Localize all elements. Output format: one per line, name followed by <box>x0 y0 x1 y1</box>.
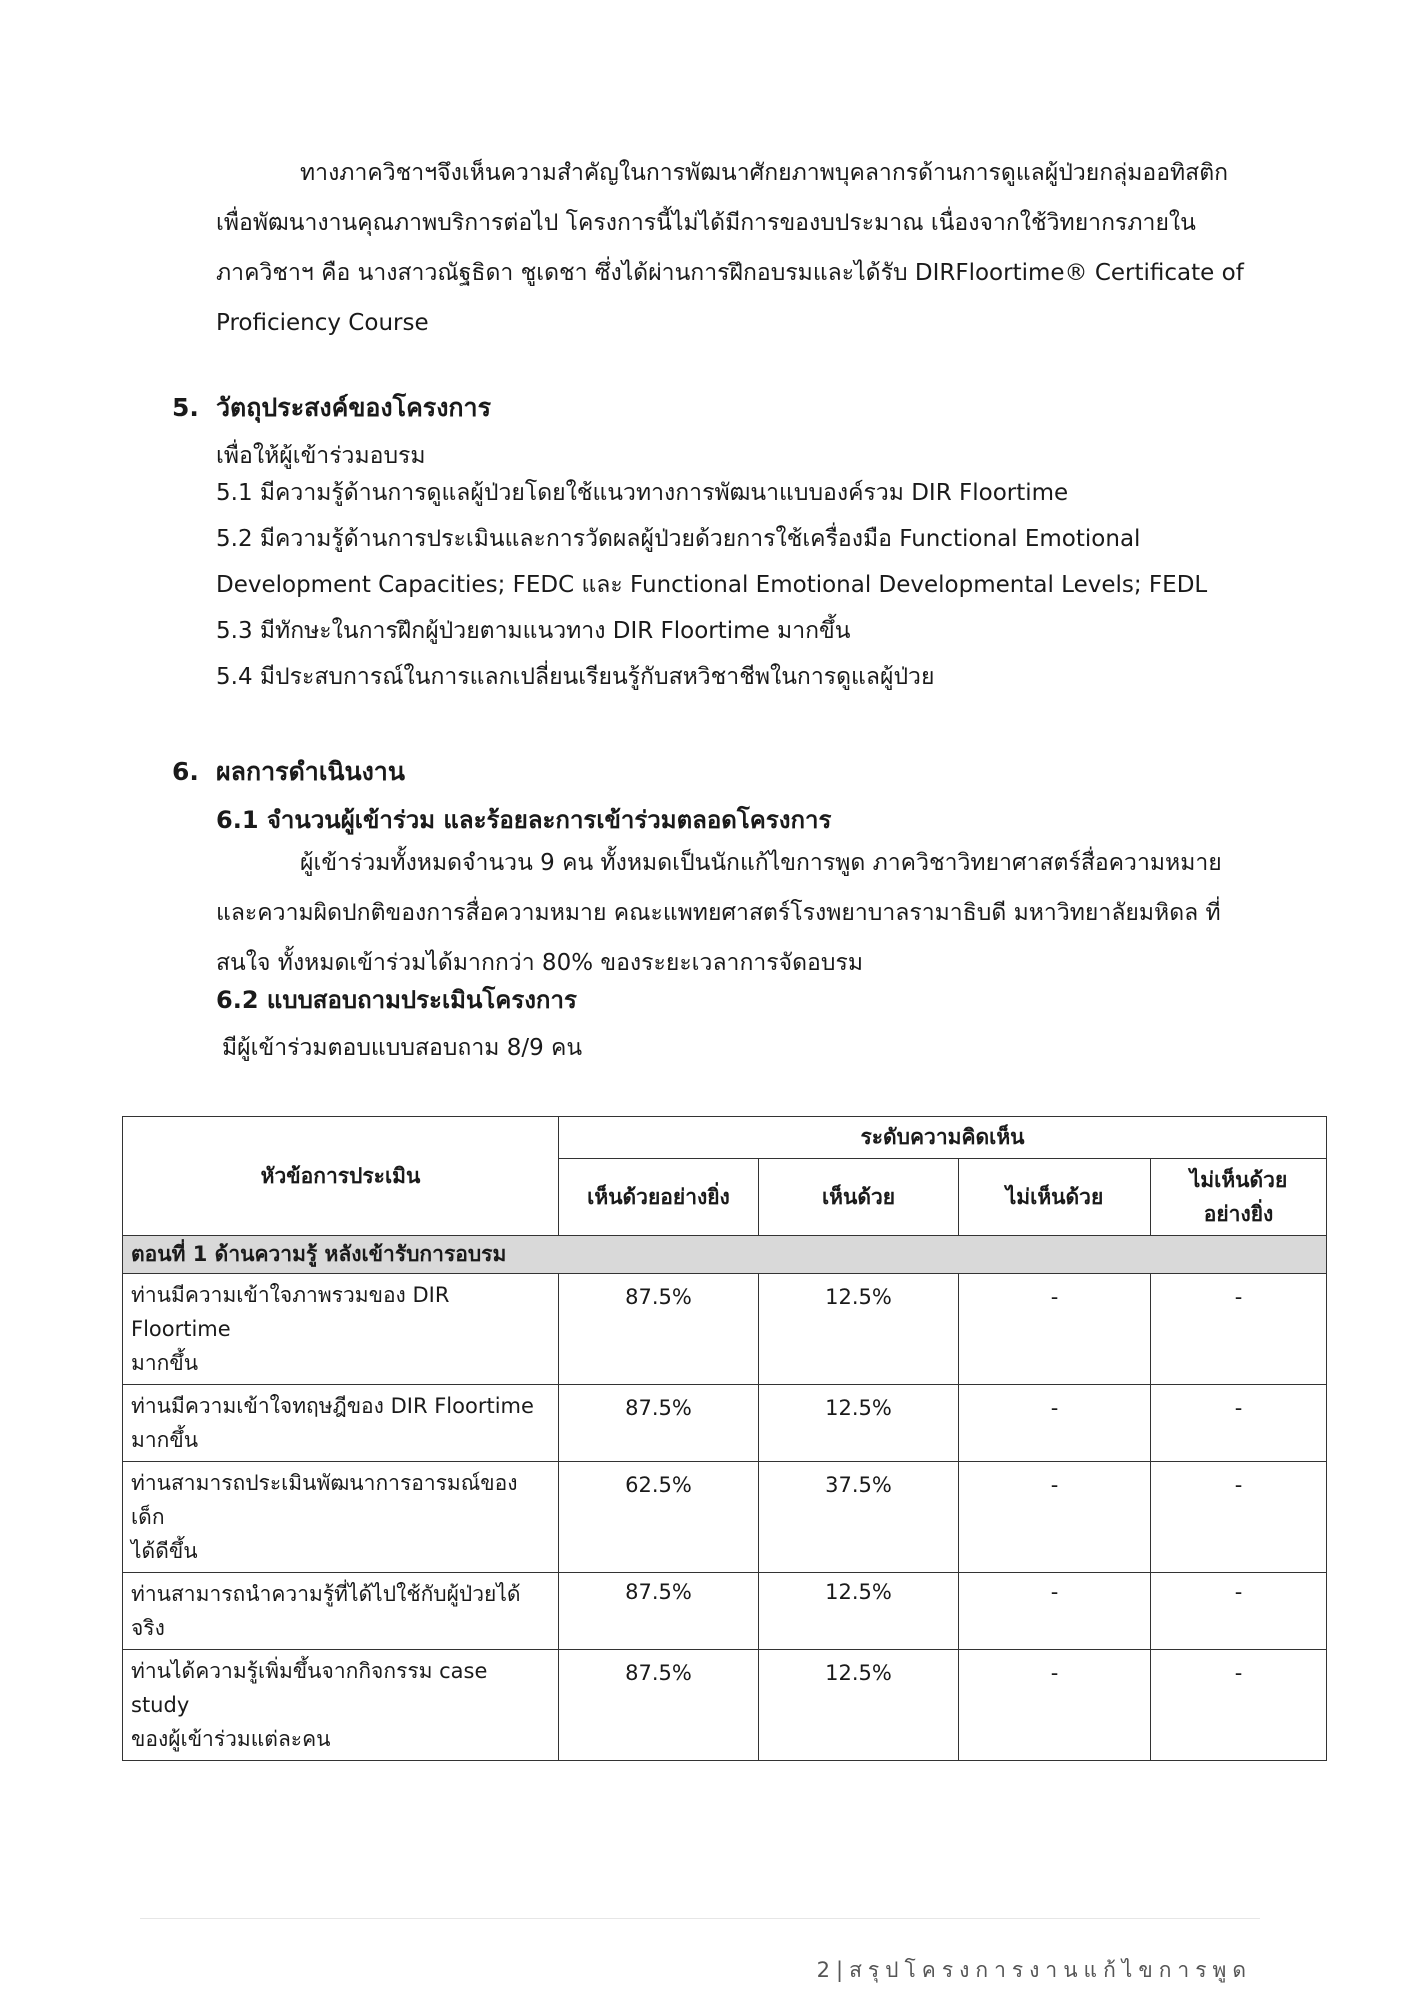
header-disagree: ไม่เห็นด้วย <box>959 1159 1151 1236</box>
question-cell: ท่านมีความเข้าใจทฤษฎีของ DIR Floortime มากขึ้น <box>123 1385 559 1462</box>
agree-value: 12.5% <box>759 1274 959 1385</box>
question-cell: ท่านได้ความรู้เพิ่มขึ้นจากกิจกรรม case study ของผู้เข้าร่วมแต่ละคน <box>123 1650 559 1761</box>
strongly-agree-value: 87.5% <box>559 1385 759 1462</box>
table-row <box>123 1274 1327 1385</box>
strongly-agree-value: 87.5% <box>559 1573 759 1650</box>
section-6-heading <box>172 752 405 792</box>
strongly-disagree-value: - <box>1151 1650 1327 1761</box>
table-row <box>123 1385 1327 1462</box>
header-opinion-level: ระดับความคิดเห็น <box>559 1117 1327 1159</box>
objective-item: 5.3 มีทักษะในการฝึกผู้ป่วยตามแนวทาง DIR Floortime มากขึ้น <box>216 618 851 644</box>
section-5-lead: เพื่อให้ผู้เข้าร่วมอบรม <box>216 443 426 469</box>
header-strongly-disagree: ไม่เห็นด้วย อย่างยิ่ง <box>1151 1159 1327 1236</box>
objective-item: 5.4 มีประสบการณ์ในการแลกเปลี่ยนเรียนรู้กับสหวิชาชีพในการดูแลผู้ป่วย <box>216 664 935 690</box>
intro-line-1: ทางภาควิชาฯจึงเห็นความสำคัญในการพัฒนาศักยภาพบุคลากรด้านการดูแลผู้ป่วยกลุ่มออทิสติก <box>300 160 1229 186</box>
objective-item-continued: Development Capacities; FEDC และ Functional Emotional Developmental Levels; FEDL <box>216 572 1208 598</box>
table-row <box>123 1650 1327 1761</box>
disagree-value: - <box>959 1462 1151 1573</box>
participants-line-3: สนใจ ทั้งหมดเข้าร่วมได้มากกว่า 80% ของระยะเวลาการจัดอบรม <box>216 950 863 976</box>
strongly-disagree-value: - <box>1151 1462 1327 1573</box>
intro-line-4: Proficiency Course <box>216 310 429 336</box>
evaluation-table <box>122 1116 1327 1761</box>
strongly-disagree-value: - <box>1151 1573 1327 1650</box>
intro-paragraph <box>216 148 1256 348</box>
question-cell: ท่านมีความเข้าใจภาพรวมของ DIR Floortime มากขึ้น <box>123 1274 559 1385</box>
table-section-row <box>123 1236 1327 1274</box>
respondents-line: มีผู้เข้าร่วมตอบแบบสอบถาม 8/9 คน <box>222 1035 583 1061</box>
section-label: ตอนที่ 1 ด้านความรู้ หลังเข้ารับการอบรม <box>123 1236 1327 1274</box>
disagree-value: - <box>959 1650 1151 1761</box>
objective-item: 5.2 มีความรู้ด้านการประเมินและการวัดผลผู้ป่วยด้วยการใช้เครื่องมือ Functional Emotional <box>216 526 1141 552</box>
participants-line-2: และความผิดปกติของการสื่อความหมาย คณะแพทยศาสตร์โรงพยาบาลรามาธิบดี มหาวิทยาลัยมหิดล ที่ <box>216 900 1221 926</box>
disagree-value: - <box>959 1385 1151 1462</box>
strongly-agree-value: 62.5% <box>559 1462 759 1573</box>
disagree-value: - <box>959 1274 1151 1385</box>
header-agree: เห็นด้วย <box>759 1159 959 1236</box>
header-topic: หัวข้อการประเมิน <box>123 1117 559 1236</box>
disagree-value: - <box>959 1573 1151 1650</box>
participants-paragraph <box>216 838 1256 988</box>
agree-value: 12.5% <box>759 1573 959 1650</box>
intro-line-2: เพื่อพัฒนางานคุณภาพบริการต่อไป โครงการนี้ไม่ได้มีการของบประมาณ เนื่องจากใช้วิทยากรภายใน <box>216 210 1196 236</box>
section-5-number: 5. <box>172 393 199 422</box>
strongly-disagree-value: - <box>1151 1385 1327 1462</box>
strongly-agree-value: 87.5% <box>559 1650 759 1761</box>
participants-line-1: ผู้เข้าร่วมทั้งหมดจำนวน 9 คน ทั้งหมดเป็นนักแก้ไขการพูด ภาควิชาวิทยาศาสตร์สื่อความหมาย <box>300 850 1222 876</box>
objective-item: 5.1 มีความรู้ด้านการดูแลผู้ป่วยโดยใช้แนวทางการพัฒนาแบบองค์รวม DIR Floortime <box>216 480 1069 506</box>
question-cell: ท่านสามารถประเมินพัฒนาการอารมณ์ของเด็ก ได้ดีขึ้น <box>123 1462 559 1573</box>
section-5-heading <box>172 388 491 428</box>
section-6-2-title: 6.2 แบบสอบถามประเมินโครงการ <box>216 986 577 1014</box>
header-strongly-agree: เห็นด้วยอย่างยิ่ง <box>559 1159 759 1236</box>
section-5-title: วัตถุประสงค์ของโครงการ <box>216 393 492 422</box>
strongly-agree-value: 87.5% <box>559 1274 759 1385</box>
agree-value: 12.5% <box>759 1385 959 1462</box>
section-6-number: 6. <box>172 757 199 786</box>
section-6-1-title: 6.1 จำนวนผู้เข้าร่วม และร้อยละการเข้าร่วมตลอดโครงการ <box>216 806 832 834</box>
agree-value: 12.5% <box>759 1650 959 1761</box>
agree-value: 37.5% <box>759 1462 959 1573</box>
strongly-disagree-value: - <box>1151 1274 1327 1385</box>
table-row <box>123 1573 1327 1650</box>
question-cell: ท่านสามารถนำความรู้ที่ได้ไปใช้กับผู้ป่วยได้จริง <box>123 1573 559 1650</box>
table-header-row <box>123 1117 1327 1159</box>
table-row <box>123 1462 1327 1573</box>
section-6-title: ผลการดำเนินงาน <box>216 757 405 786</box>
page-footer: 2|สรุปโครงการงานแก้ไขการพูด <box>816 1958 1252 1982</box>
intro-line-3: ภาควิชาฯ คือ นางสาวณัฐธิดา ชูเดชา ซึ่งได้ผ่านการฝึกอบรมและได้รับ DIRFloortime® Certificate of <box>216 260 1244 286</box>
footer-divider <box>140 1918 1260 1919</box>
